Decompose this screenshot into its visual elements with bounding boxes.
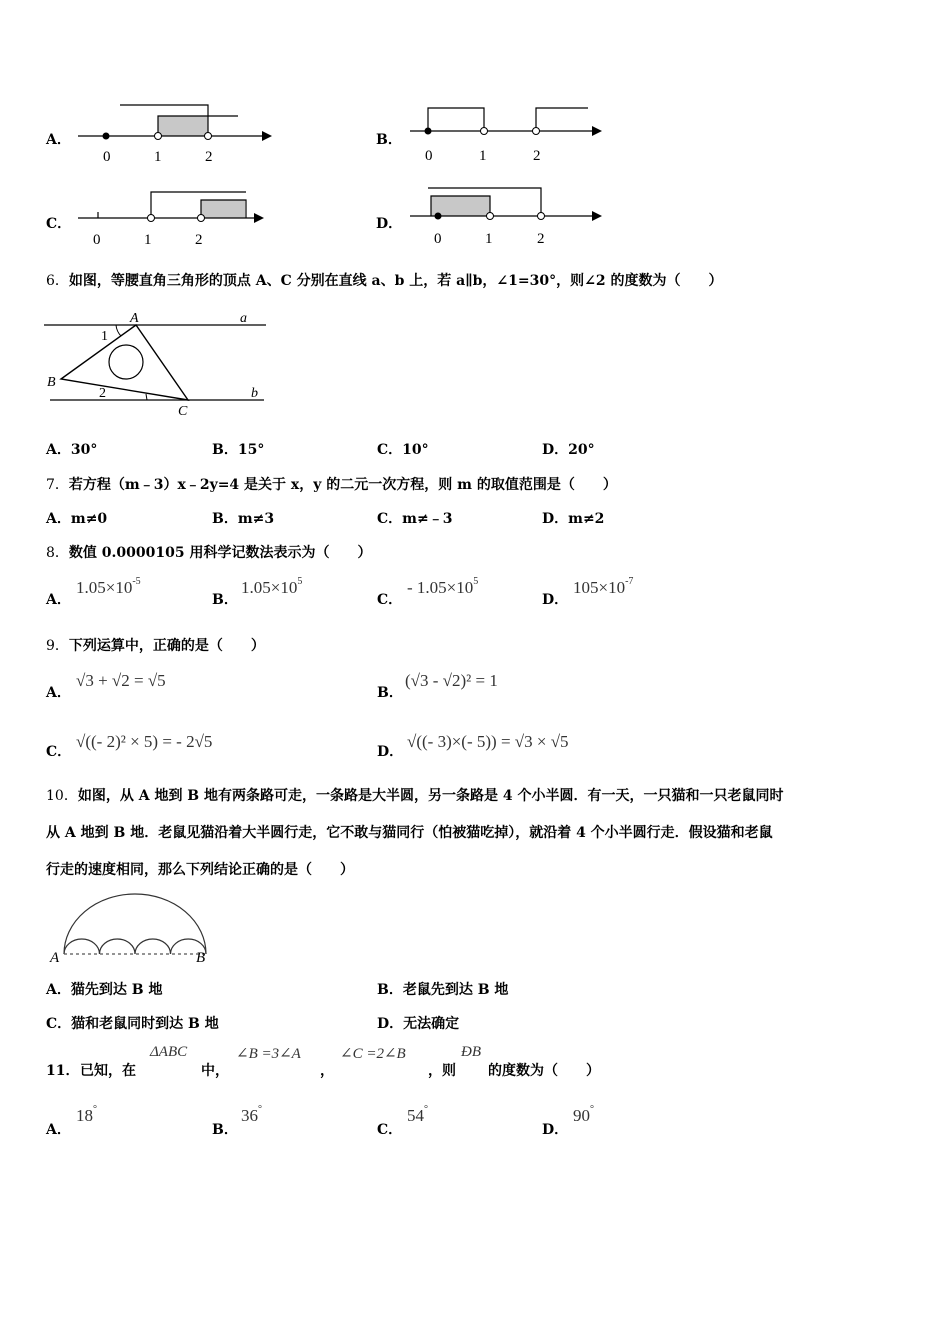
question-number: 10． [46,788,78,804]
open-dot [205,133,212,140]
label-B: B [47,375,56,390]
label-angle-2: 2 [99,386,106,401]
q8-option-a-expr: $1.05\times 10^{-5}$ [76,576,141,597]
tick-label: 1 [485,231,493,247]
open-dot [198,215,205,222]
q9-option-b-expr: (√3 - √2)² = 1 [405,671,498,690]
q10-stem-line-2: 从 A 地到 B 地．老鼠见猫沿着大半圆行走，它不敢与猫同行（怕被猫吃掉），就沿着 4 个小半圆行走．假设猫和老鼠 [46,825,773,841]
q5-option-d-number-line [408,182,608,252]
q5-option-c-label: C． [46,216,72,232]
q10-option-d[interactable]: D．无法确定 [377,1016,460,1032]
tick-label: 0 [93,232,101,248]
q5-option-b-label: B． [376,132,402,148]
open-dot [481,128,488,135]
q9-option-c-expr: √((- 2)² × 5) = - 2√5 [76,732,213,751]
q6-option-c[interactable]: C．10° [377,442,429,458]
q10-option-c[interactable]: C．猫和老鼠同时到达 B 地 [46,1016,219,1032]
q10-option-a[interactable]: A．猫先到达 B 地 [46,982,163,998]
label-b: b [251,386,258,401]
q10-stem-line-1: 10．如图，从 A 地到 B 地有两条路可走，一条路是大半圆，另一条路是 4 个小半圆．有一天，一只猫和一只老鼠同时 [46,788,784,804]
angle-2-mark [146,394,147,400]
q11-option-d-label[interactable]: D． [542,1122,569,1138]
closed-dot [103,133,110,140]
axis-arrow [592,126,602,136]
q11-math-angle-b: ∠B =3∠A [236,1046,301,1062]
q9-option-a-label[interactable]: A． [46,685,71,701]
q5-option-d-label: D． [376,216,403,232]
q5-option-a-label: A． [46,132,71,148]
open-dot [148,215,155,222]
q8-option-b-label[interactable]: B． [212,592,238,608]
q11-option-b-value: 36° [241,1104,262,1125]
q11-text-3: ， [320,1063,334,1079]
q11-text-2: 中， [201,1063,229,1079]
label-A: A [130,311,139,326]
shaded-region [158,116,208,136]
tick-label: 1 [479,148,487,164]
q6-stem: 6．如图，等腰直角三角形的顶点 A、C 分别在直线 a、b 上，若 a∥b，∠1=30°，则∠2 的度数为（ ） [46,273,723,289]
q8-option-c-expr: - $1.05\times 10^5$ [407,576,479,597]
open-dot [155,133,162,140]
q11-option-c-value: 54° [407,1104,428,1125]
q5-option-c-number-line [76,182,276,252]
q7-option-b[interactable]: B．m≠3 [212,511,275,527]
open-dot [487,213,494,220]
question-number: 6． [46,273,69,289]
axis-arrow [254,213,264,223]
q9-option-d-expr: √((- 3)×(- 5)) = √3 × √5 [407,732,569,751]
q10-stem-line-3: 行走的速度相同，那么下列结论正确的是（ ） [46,862,354,878]
q11-math-triangle: ΔABC [150,1044,188,1060]
q6-option-a[interactable]: A．30° [46,442,98,458]
label-C: C [178,404,188,418]
q11-option-b-label[interactable]: B． [212,1122,238,1138]
circle [109,345,143,379]
q10-semicircle-figure [46,888,216,968]
question-number: 8． [46,545,69,561]
q8-option-b-expr: $1.05\times 10^5$ [241,576,303,597]
tick-label: 1 [154,149,162,165]
q7-option-d[interactable]: D．m≠2 [542,511,605,527]
small-semicircle [135,939,171,954]
tick-label: 1 [144,232,152,248]
closed-dot [425,128,432,135]
large-semicircle [64,894,206,954]
small-semicircle [100,939,136,954]
q9-option-c-label[interactable]: C． [46,744,72,760]
q7-stem: 7．若方程（m﹣3）x﹣2y=4 是关于 x，y 的二元一次方程，则 m 的取值范围是（ ） [46,477,617,493]
q8-option-c-label[interactable]: C． [377,592,403,608]
q11-option-c-label[interactable]: C． [377,1122,403,1138]
triangle [61,325,188,400]
q6-triangle-figure [44,306,274,418]
tick-label: 2 [533,148,541,164]
q11-text-1: 已知，在 [80,1063,136,1079]
q10-option-b[interactable]: B．老鼠先到达 B 地 [377,982,509,998]
q9-option-b-label[interactable]: B． [377,685,403,701]
closed-dot [435,213,442,220]
q11-option-d-value: 90° [573,1104,594,1125]
shaded-region [431,196,490,216]
q11-number: 11． [46,1063,80,1079]
q11-text-4: ，则 [428,1063,456,1079]
q9-option-d-label[interactable]: D． [377,744,404,760]
q11-option-a-label[interactable]: A． [46,1122,71,1138]
q7-option-a[interactable]: A．m≠0 [46,511,108,527]
label-A: A [50,950,60,966]
q5-option-a-number-line [76,98,276,168]
q11-option-a-value: 18° [76,1104,97,1125]
q11-math-angle-c: ∠C =2∠B [340,1046,406,1062]
small-semicircle [64,939,100,954]
open-dot [538,213,545,220]
question-number: 9． [46,638,69,654]
bracket [428,108,484,131]
q8-option-d-label[interactable]: D． [542,592,569,608]
q6-option-b[interactable]: B．15° [212,442,265,458]
tick-label: 0 [103,149,111,165]
q8-stem: 8．数值 0.0000105 用科学记数法表示为（ ） [46,545,372,561]
shaded-region [201,200,245,218]
tick-label: 0 [434,231,442,247]
q8-option-d-expr: $105\times 10^{-7}$ [573,576,634,597]
tick-label: 2 [537,231,545,247]
question-number: 7． [46,477,69,493]
q8-option-a-label[interactable]: A． [46,592,71,608]
q6-option-d[interactable]: D．20° [542,442,595,458]
axis-arrow [262,131,272,141]
tick-label: 2 [205,149,213,165]
q5-option-b-number-line [408,98,608,168]
bracket [536,108,588,131]
q11-text-5: 的度数为（ ） [488,1063,600,1079]
q7-option-c[interactable]: C．m≠﹣3 [377,511,453,527]
angle-1-arc [116,325,121,336]
tick-label: 0 [425,148,433,164]
open-dot [533,128,540,135]
q9-stem: 9．下列运算中，正确的是（ ） [46,638,265,654]
label-a: a [240,311,247,326]
tick-label: 2 [195,232,203,248]
label-B: B [196,950,206,966]
q9-option-a-expr: √3 + √2 = √5 [76,671,166,690]
label-angle-1: 1 [101,329,108,344]
axis-arrow [592,211,602,221]
q11-math-db: ÐB [461,1044,481,1060]
